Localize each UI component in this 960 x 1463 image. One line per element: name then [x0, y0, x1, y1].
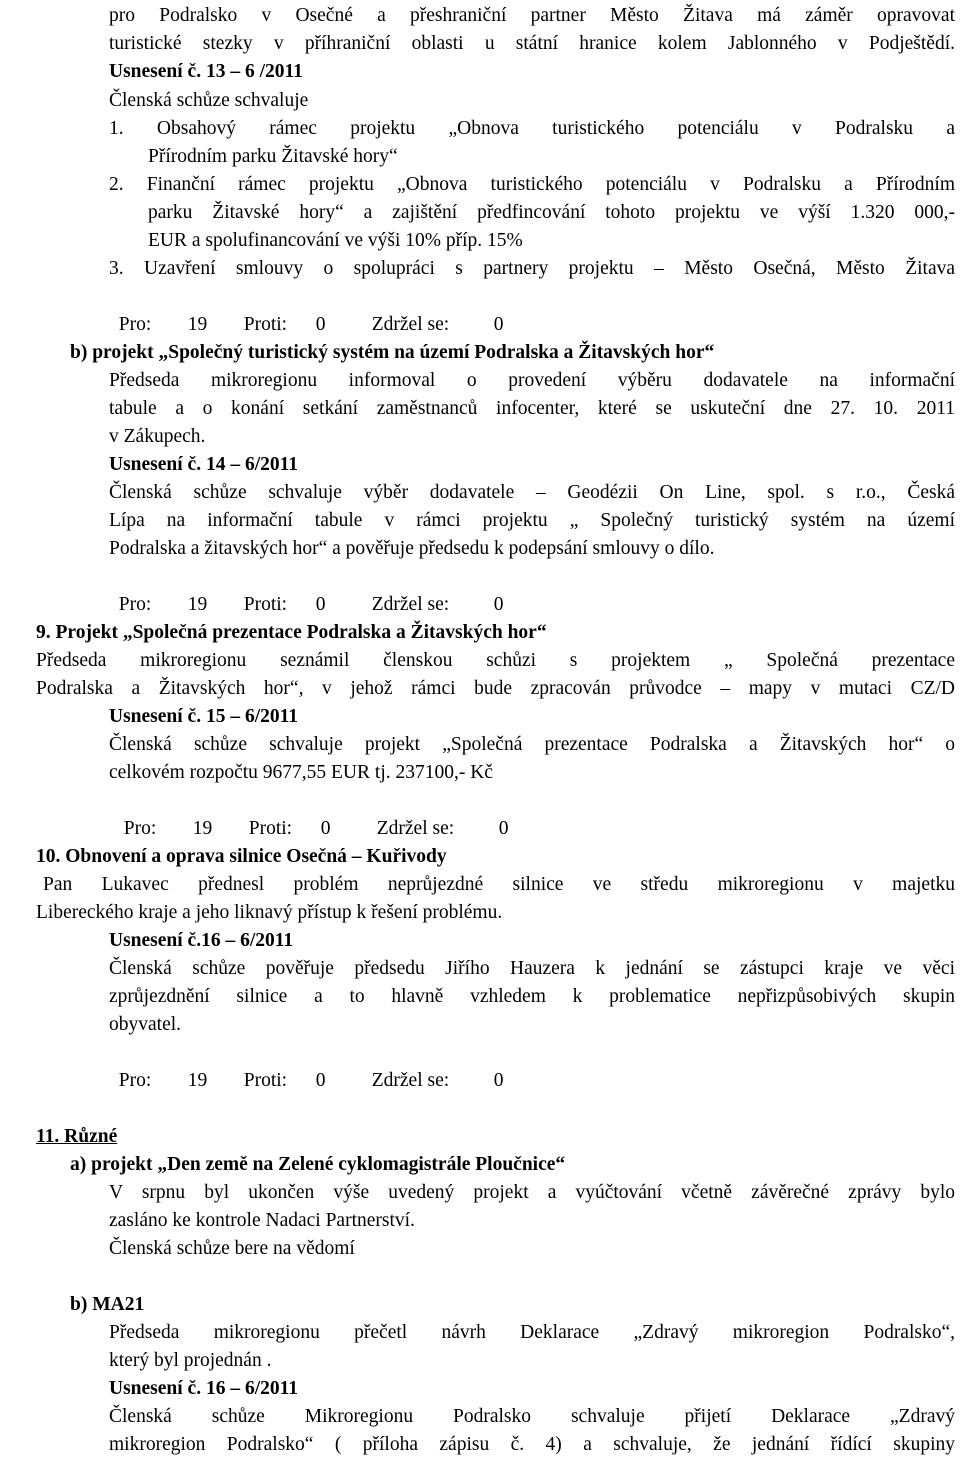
paragraph-line: tabule a o konání setkání zaměstnanců infocenter, které se uskuteční dne 27. 10. 2011 [109, 398, 955, 419]
vote-result [109, 1039, 504, 1095]
vote-pro-count: 19 [187, 1070, 208, 1091]
vote-abstain-count: 0 [493, 314, 504, 335]
vote-against-count: 0 [315, 314, 326, 335]
resolution-number: Usnesení č. 16 – 6/2011 [109, 1378, 299, 1399]
paragraph-line: mikroregion Podralsko“ ( příloha zápisu č. 4) a schvaluje, že jednání řídící skupiny [109, 1434, 955, 1455]
vote-result [109, 283, 504, 339]
paragraph-line: Členská schůze schvaluje výběr dodavatele – Geodézii On Line, spol. s r.o., Česká [109, 482, 955, 503]
subsection-heading: a) projekt „Den země na Zelené cyklomagistrále Ploučnice“ [70, 1154, 566, 1175]
paragraph-line: Předseda mikroregionu seznámil členskou schůzi s projektem „ Společná prezentace [36, 650, 955, 671]
vote-pro-label: Pro: [118, 314, 152, 335]
list-item: 1. Obsahový rámec projektu „Obnova turistického potenciálu v Podralsku a [109, 118, 955, 139]
paragraph-line: Lípa na informační tabule v rámci projektu „ Společný turistický systém na území [109, 510, 955, 531]
vote-pro-label: Pro: [118, 594, 152, 615]
vote-against-count: 0 [320, 818, 331, 839]
section-heading: 10. Obnovení a oprava silnice Osečná – Kuřivody [36, 846, 447, 867]
paragraph-line: obyvatel. [109, 1014, 182, 1035]
vote-against-label: Proti: [243, 1070, 288, 1091]
paragraph-line: Libereckého kraje a jeho liknavý přístup k řešení problému. [36, 902, 503, 923]
paragraph-line: Podralska a Žitavských hor“, v jehož rámci bude zpracován průvodce – mapy v mutaci CZ/D [36, 678, 955, 699]
subsection-heading: b) MA21 [70, 1294, 145, 1315]
vote-abstain-count: 0 [493, 1070, 504, 1091]
section-heading: 11. Různé [36, 1126, 118, 1147]
paragraph-line: pro Podralsko v Osečné a přeshraniční partner Město Žitava má záměr opravovat [109, 5, 955, 26]
list-item-continuation: EUR a spolufinancování ve výši 10% příp. 15% [148, 230, 523, 251]
acknowledgement-statement: Členská schůze bere na vědomí [109, 1238, 355, 1259]
vote-against-label: Proti: [243, 594, 288, 615]
paragraph-line: Členská schůze schvaluje projekt „Společná prezentace Podralska a Žitavských hor“ o [109, 734, 955, 755]
list-item-continuation: parku Žitavské hory“ a zajištění předfincování tohoto projektu ve výší 1.320 000,- [148, 202, 955, 223]
resolution-number: Usnesení č. 15 – 6/2011 [109, 706, 299, 727]
vote-result [109, 563, 504, 619]
vote-against-label: Proti: [248, 818, 293, 839]
resolution-number: Usnesení č. 13 – 6 /2011 [109, 61, 303, 82]
vote-against-count: 0 [315, 594, 326, 615]
approval-statement: Členská schůze schvaluje [109, 90, 309, 111]
vote-pro-count: 19 [187, 594, 208, 615]
vote-pro-count: 19 [187, 314, 208, 335]
vote-against-count: 0 [315, 1070, 326, 1091]
list-item: 2. Finanční rámec projektu „Obnova turistického potenciálu v Podralsku a Přírodním [109, 174, 955, 195]
paragraph-line: Předseda mikroregionu informoval o provedení výběru dodavatele na informační [109, 370, 955, 391]
paragraph-line: zprůjezdnění silnice a to hlavně vzhledem k problematice nepřizpůsobivých skupin [109, 986, 955, 1007]
vote-abstain-count: 0 [493, 594, 504, 615]
paragraph-line: který byl projednán . [109, 1350, 272, 1371]
paragraph-line: v Zákupech. [109, 426, 206, 447]
vote-abstain-label: Zdržel se: [371, 1070, 450, 1091]
vote-pro-count: 19 [192, 818, 213, 839]
paragraph-line: Pan Lukavec přednesl problém neprůjezdné silnice ve středu mikroregionu v majetku [43, 874, 955, 895]
paragraph-line: celkovém rozpočtu 9677,55 EUR tj. 237100,- Kč [109, 762, 493, 783]
list-item-continuation: Přírodním parku Žitavské hory“ [148, 146, 398, 167]
paragraph-line: Členská schůze pověřuje předsedu Jiřího Hauzera k jednání se zástupci kraje ve věci [109, 958, 955, 979]
vote-abstain-count: 0 [498, 818, 509, 839]
paragraph-line: turistické stezky v příhraniční oblasti u státní hranice kolem Jablonného v Podještědí. [109, 33, 955, 54]
resolution-number: Usnesení č.16 – 6/2011 [109, 930, 294, 951]
list-item: 3. Uzavření smlouvy o spolupráci s partnery projektu – Město Osečná, Město Žitava [109, 258, 955, 279]
section-heading: b) projekt „Společný turistický systém na území Podralska a Žitavských hor“ [70, 342, 715, 363]
paragraph-line: Předseda mikroregionu přečetl návrh Deklarace „Zdravý mikroregion Podralsko“, [109, 1322, 955, 1343]
vote-pro-label: Pro: [123, 818, 157, 839]
vote-abstain-label: Zdržel se: [371, 314, 450, 335]
paragraph-line: zasláno ke kontrole Nadaci Partnerství. [109, 1210, 415, 1231]
vote-abstain-label: Zdržel se: [376, 818, 455, 839]
vote-abstain-label: Zdržel se: [371, 594, 450, 615]
section-heading: 9. Projekt „Společná prezentace Podralska a Žitavských hor“ [36, 622, 547, 643]
vote-against-label: Proti: [243, 314, 288, 335]
paragraph-line: Podralska a žitavských hor“ a pověřuje předsedu k podepsání smlouvy o dílo. [109, 538, 715, 559]
resolution-number: Usnesení č. 14 – 6/2011 [109, 454, 299, 475]
vote-pro-label: Pro: [118, 1070, 152, 1091]
vote-result [114, 787, 509, 843]
paragraph-line: Členská schůze Mikroregionu Podralsko schvaluje přijetí Deklarace „Zdravý [109, 1406, 955, 1427]
paragraph-line: V srpnu byl ukončen výše uvedený projekt a vyúčtování včetně závěrečné zprávy bylo [109, 1182, 955, 1203]
